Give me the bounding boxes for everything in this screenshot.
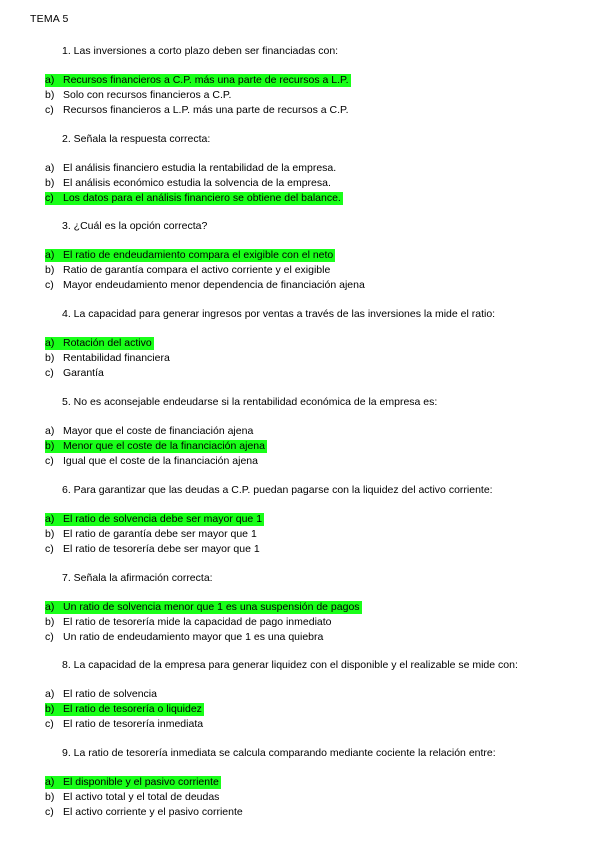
option-text: Ratio de garantía compara el activo corriente y el exigible bbox=[63, 264, 331, 276]
option-letter: b) bbox=[45, 264, 55, 276]
option-letter: b) bbox=[45, 703, 55, 715]
question-text: 9. La ratio de tesorería inmediata se calcula comparando mediante cociente la relación entre: bbox=[62, 747, 496, 759]
answer-option-correct bbox=[45, 513, 264, 526]
option-letter: a) bbox=[45, 74, 55, 86]
option-letter: c) bbox=[45, 104, 54, 116]
answer-option bbox=[45, 543, 260, 556]
option-letter: a) bbox=[45, 776, 55, 788]
question-text: 2. Señala la respuesta correcta: bbox=[62, 133, 211, 145]
option-text: El ratio de garantía debe ser mayor que 1 bbox=[63, 528, 257, 540]
option-letter: a) bbox=[45, 688, 55, 700]
answer-option bbox=[45, 264, 330, 277]
answer-option bbox=[45, 806, 243, 819]
answer-option-correct bbox=[45, 192, 343, 205]
option-text: Solo con recursos financieros a C.P. bbox=[63, 89, 232, 101]
option-text: Igual que el coste de la financiación ajena bbox=[63, 455, 258, 467]
question-text: 8. La capacidad de la empresa para generar liquidez con el disponible y el realizable se mide con: bbox=[62, 659, 518, 671]
answer-option-correct bbox=[45, 703, 204, 716]
page-title: TEMA 5 bbox=[30, 13, 69, 25]
option-text: Rentabilidad financiera bbox=[63, 352, 170, 364]
option-letter: b) bbox=[45, 791, 55, 803]
option-letter: c) bbox=[45, 367, 54, 379]
option-letter: c) bbox=[45, 192, 54, 204]
option-text: Recursos financieros a L.P. más una parte de recursos a C.P. bbox=[63, 104, 349, 116]
answer-option bbox=[45, 89, 231, 102]
option-text: El análisis financiero estudia la rentabilidad de la empresa. bbox=[63, 162, 337, 174]
option-letter: c) bbox=[45, 543, 54, 555]
answer-option bbox=[45, 631, 323, 644]
option-letter: a) bbox=[45, 249, 55, 261]
option-text: Los datos para el análisis financiero se obtiene del balance. bbox=[63, 192, 341, 204]
answer-option-correct bbox=[45, 601, 362, 614]
option-text: El activo total y el total de deudas bbox=[63, 791, 220, 803]
answer-option-correct bbox=[45, 337, 154, 350]
answer-option bbox=[45, 352, 170, 365]
answer-option bbox=[45, 104, 349, 117]
option-letter: a) bbox=[45, 162, 55, 174]
option-letter: c) bbox=[45, 718, 54, 730]
answer-option bbox=[45, 455, 258, 468]
option-letter: b) bbox=[45, 528, 55, 540]
answer-option-correct bbox=[45, 440, 267, 453]
option-letter: c) bbox=[45, 806, 54, 818]
option-letter: c) bbox=[45, 279, 54, 291]
option-letter: b) bbox=[45, 616, 55, 628]
option-text: Un ratio de endeudamiento mayor que 1 es una quiebra bbox=[63, 631, 324, 643]
option-text: Recursos financieros a C.P. más una parte de recursos a L.P. bbox=[63, 74, 349, 86]
answer-option bbox=[45, 688, 157, 701]
option-letter: a) bbox=[45, 513, 55, 525]
answer-option bbox=[45, 367, 104, 380]
option-text: El ratio de solvencia debe ser mayor que 1 bbox=[63, 513, 263, 525]
answer-option-correct bbox=[45, 74, 351, 87]
option-text: Rotación del activo bbox=[63, 337, 152, 349]
option-text: El ratio de tesorería inmediata bbox=[63, 718, 204, 730]
option-text: Un ratio de solvencia menor que 1 es una suspensión de pagos bbox=[63, 601, 360, 613]
option-text: Mayor endeudamiento menor dependencia de financiación ajena bbox=[63, 279, 365, 291]
option-letter: c) bbox=[45, 455, 54, 467]
question-text: 1. Las inversiones a corto plazo deben ser financiadas con: bbox=[62, 45, 339, 57]
option-letter: b) bbox=[45, 89, 55, 101]
option-text: El activo corriente y el pasivo corriente bbox=[63, 806, 243, 818]
answer-option bbox=[45, 791, 219, 804]
option-letter: a) bbox=[45, 337, 55, 349]
option-text: Mayor que el coste de financiación ajena bbox=[63, 425, 254, 437]
option-text: El análisis económico estudia la solvencia de la empresa. bbox=[63, 177, 331, 189]
option-letter: b) bbox=[45, 440, 55, 452]
option-letter: a) bbox=[45, 601, 55, 613]
option-letter: a) bbox=[45, 425, 55, 437]
option-letter: c) bbox=[45, 631, 54, 643]
question-text: 7. Señala la afirmación correcta: bbox=[62, 572, 213, 584]
option-text: El ratio de endeudamiento compara el exigible con el neto bbox=[63, 249, 334, 261]
option-text: Garantía bbox=[63, 367, 104, 379]
question-text: 6. Para garantizar que las deudas a C.P. puedan pagarse con la liquidez del activo corriente: bbox=[62, 484, 493, 496]
answer-option bbox=[45, 528, 257, 541]
question-text: 5. No es aconsejable endeudarse si la rentabilidad económica de la empresa es: bbox=[62, 396, 438, 408]
option-text: Menor que el coste de la financiación ajena bbox=[63, 440, 265, 452]
option-text: El ratio de tesorería debe ser mayor que 1 bbox=[63, 543, 260, 555]
question-text: 4. La capacidad para generar ingresos por ventas a través de las inversiones la mide el ratio: bbox=[62, 308, 496, 320]
option-letter: b) bbox=[45, 177, 55, 189]
answer-option bbox=[45, 177, 331, 190]
option-letter: b) bbox=[45, 352, 55, 364]
question-text: 3. ¿Cuál es la opción correcta? bbox=[62, 220, 208, 232]
option-text: El ratio de tesorería mide la capacidad de pago inmediato bbox=[63, 616, 332, 628]
answer-option bbox=[45, 162, 336, 175]
option-text: El ratio de solvencia bbox=[63, 688, 157, 700]
answer-option-correct bbox=[45, 249, 335, 262]
answer-option bbox=[45, 616, 332, 629]
answer-option bbox=[45, 279, 365, 292]
option-text: El ratio de tesorería o liquidez bbox=[63, 703, 202, 715]
answer-option-correct bbox=[45, 776, 221, 789]
answer-option bbox=[45, 718, 203, 731]
answer-option bbox=[45, 425, 253, 438]
option-text: El disponible y el pasivo corriente bbox=[63, 776, 219, 788]
